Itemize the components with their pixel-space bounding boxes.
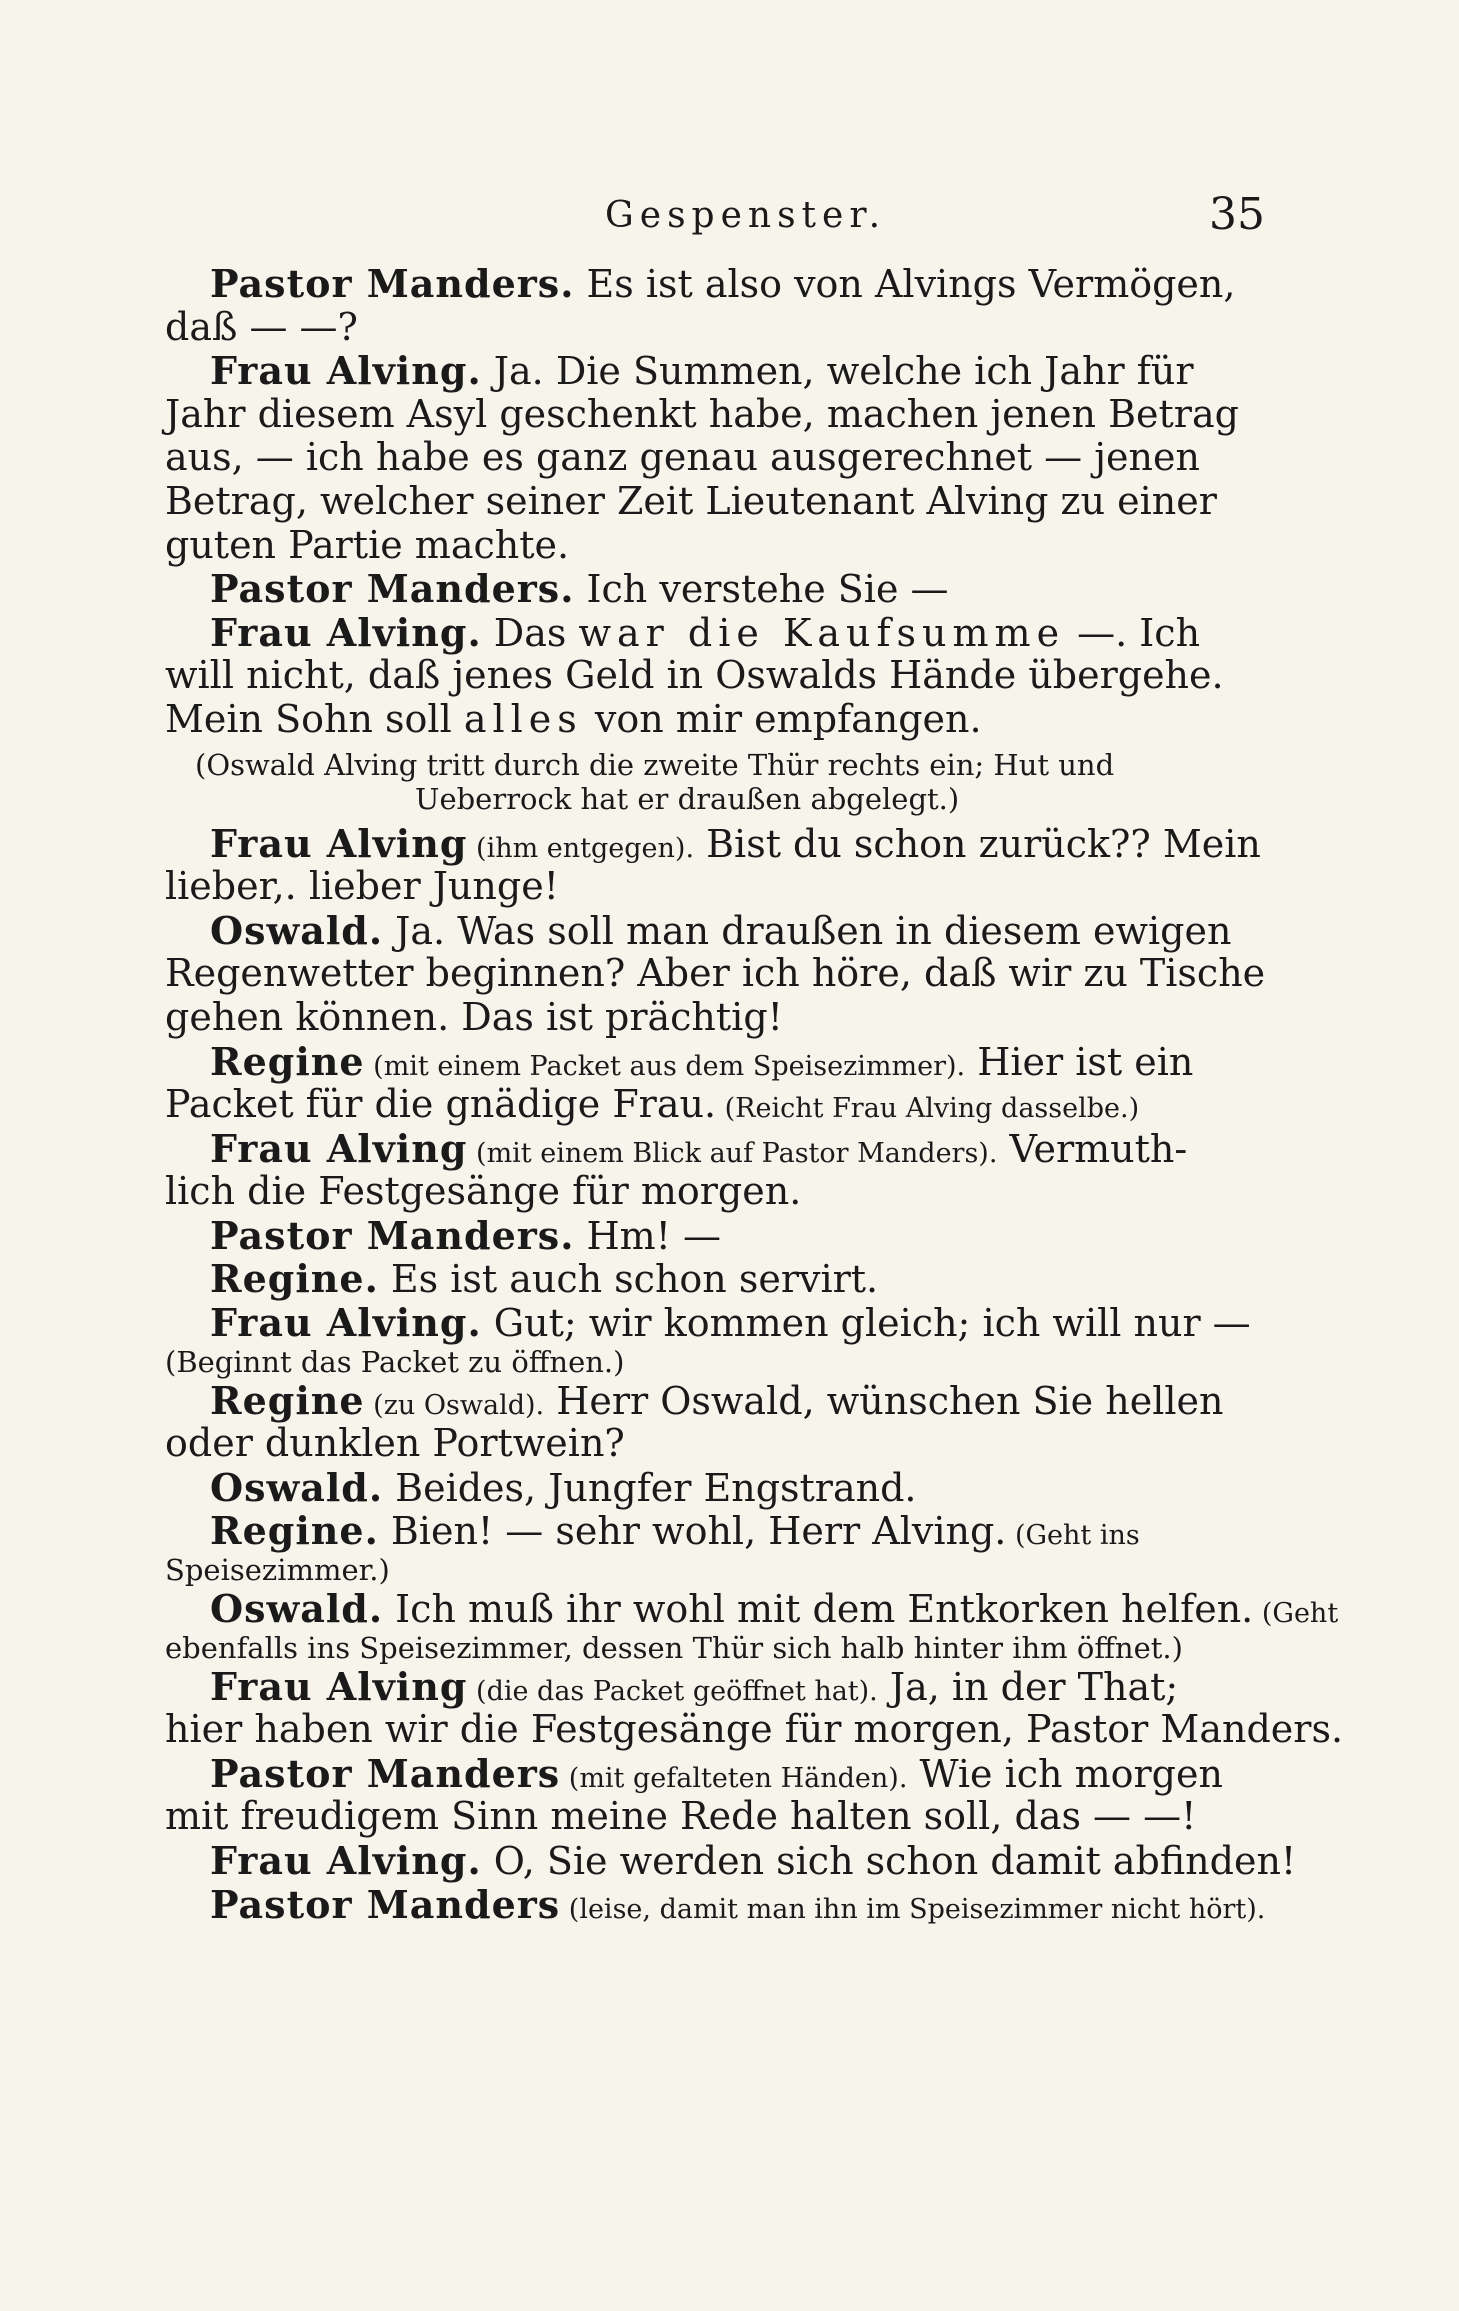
text-line	[165, 1379, 1265, 1423]
text-line: Betrag, welcher seiner Zeit Lieutenant Alving zu einer	[165, 478, 1217, 523]
speaker-name: Regine.	[210, 1256, 379, 1302]
dialogue-text: Es ist auch schon servirt.	[378, 1257, 879, 1302]
inline-stage-direction: (Geht	[1253, 1598, 1339, 1630]
dialogue-text: Ja. Die Summen, welche ich Jahr für	[481, 349, 1194, 394]
speaker-name: Oswald.	[210, 1586, 384, 1632]
emphasized-text: war die Kaufsumme	[578, 610, 1066, 655]
speaker-name: Regine	[210, 1377, 365, 1423]
text-line	[165, 1214, 1265, 1258]
text-line: Regenwetter beginnen? Aber ich höre, daß wir zu Tische	[165, 951, 1266, 996]
text-line	[165, 909, 1265, 953]
text-line: daß — —?	[165, 304, 358, 349]
text-line	[165, 1257, 1265, 1301]
text-line: Jahr diesem Asyl geschenkt habe, machen jenen Betrag	[165, 391, 1239, 436]
page-header	[165, 189, 1265, 255]
dialogue-text: Wie ich morgen	[907, 1751, 1223, 1796]
stage-direction: (Beginnt das Packet zu öffnen.)	[165, 1344, 625, 1379]
speaker-name: Pastor Manders.	[210, 1212, 575, 1258]
speaker-name: Frau Alving.	[210, 348, 482, 394]
dialogue-text: Herr Oswald, wünschen Sie hellen	[544, 1378, 1224, 1423]
text-line	[165, 1127, 1265, 1171]
text-line: gehen können. Das ist prächtig!	[165, 994, 783, 1039]
text-line	[165, 1466, 1265, 1510]
text-line	[165, 1301, 1265, 1345]
dialogue-text: Packet für die gnädige Frau.	[165, 1082, 717, 1127]
speaker-name: Frau Alving	[210, 1125, 468, 1171]
text-line	[165, 262, 1265, 306]
dialogue-text: Ja. Was soll man draußen in diesem ewigen	[383, 908, 1232, 953]
dialogue-text: O, Sie werden sich schon damit abfinden!	[481, 1839, 1297, 1883]
text-line	[165, 1752, 1265, 1796]
text-line	[165, 1586, 1339, 1632]
text-line: lich die Festgesänge für morgen.	[165, 1169, 802, 1214]
speaker-name: Frau Alving.	[210, 1300, 482, 1346]
dialogue-text: Ja, in der That;	[877, 1664, 1179, 1709]
speaker-name: Oswald.	[210, 1464, 384, 1510]
text-line	[165, 1509, 1265, 1553]
inline-stage-direction: (leise, damit man ihn im Speisezimmer nicht hört).	[560, 1893, 1266, 1925]
dialogue-text: Das	[481, 610, 579, 655]
inline-stage-direction: (mit gefalteten Händen).	[560, 1762, 908, 1794]
inline-stage-direction: (ihm entgegen).	[467, 832, 695, 864]
dialogue-text: Vermuth-	[997, 1126, 1188, 1171]
dialogue-text: —. Ich	[1065, 610, 1201, 655]
speaker-name: Pastor Manders.	[210, 566, 575, 612]
text-line: hier haben wir die Festgesänge für morgen, Pastor Manders.	[165, 1707, 1344, 1752]
text-line: oder dunklen Portwein?	[165, 1421, 625, 1466]
text-line	[165, 1040, 1265, 1084]
text-line	[165, 611, 1265, 655]
inline-stage-direction: (Geht ins	[1006, 1520, 1140, 1552]
speaker-name: Regine	[210, 1038, 365, 1084]
dialogue-text: Beides, Jungfer Engstrand.	[383, 1465, 917, 1510]
text-body	[165, 261, 1344, 1927]
dialogue-text: Mein Sohn soll	[165, 696, 464, 741]
stage-direction: ebenfalls ins Speisezimmer, dessen Thür sich halb hinter ihm öffnet.)	[165, 1630, 1183, 1665]
text-line: will nicht, daß jenes Geld in Oswalds Hände übergehe.	[165, 653, 1224, 698]
dialogue-text: Ich muß ihr wohl mit dem Entkorken helfen.	[383, 1587, 1254, 1632]
stage-direction: Ueberrock hat er draußen abgelegt.)	[415, 781, 960, 816]
dialogue-text: Ich verstehe Sie —	[574, 567, 949, 612]
speaker-name: Pastor Manders	[210, 1881, 561, 1927]
inline-stage-direction: (die das Packet geöffnet hat).	[467, 1675, 878, 1707]
inline-stage-direction: (zu Oswald).	[364, 1389, 545, 1421]
speaker-name: Frau Alving	[210, 820, 468, 866]
text-line: mit freudigem Sinn meine Rede halten soll, das — —!	[165, 1794, 1197, 1839]
dialogue-text: Es ist also von Alvings Vermögen,	[574, 262, 1236, 306]
dialogue-text: Gut; wir kommen gleich; ich will nur —	[481, 1301, 1251, 1346]
text-line	[165, 1883, 1265, 1927]
inline-stage-direction: (Reicht Frau Alving dasselbe.)	[716, 1093, 1140, 1125]
speaker-name: Pastor Manders	[210, 1750, 561, 1796]
dialogue-text: Bist du schon zurück?? Mein	[694, 821, 1261, 866]
dialogue-text: Hier ist ein	[965, 1039, 1194, 1084]
speaker-name: Frau Alving.	[210, 609, 482, 655]
speaker-name: Pastor Manders.	[210, 261, 575, 306]
dialogue-text: Bien! — sehr wohl, Herr Alving.	[378, 1509, 1007, 1554]
text-line: aus, — ich habe es ganz genau ausgerechnet — jenen	[165, 435, 1200, 480]
speaker-name: Frau Alving	[210, 1663, 468, 1709]
stage-direction: Speisezimmer.)	[165, 1553, 390, 1588]
page-number: 35	[1209, 189, 1265, 240]
text-line	[165, 567, 1265, 611]
text-line	[165, 698, 1265, 742]
stage-direction: (Oswald Alving tritt durch die zweite Thür rechts ein; Hut und	[195, 747, 1115, 782]
text-line	[165, 349, 1265, 393]
text-line	[165, 822, 1265, 866]
speaker-name: Frau Alving.	[210, 1838, 482, 1883]
text-line	[165, 1838, 1297, 1883]
speaker-name: Regine.	[210, 1508, 379, 1554]
text-line	[165, 1665, 1265, 1709]
text-line	[165, 1083, 1265, 1127]
running-title: Gespenster.	[605, 195, 887, 236]
text-line: guten Partie machte.	[165, 522, 570, 567]
inline-stage-direction: (mit einem Blick auf Pastor Manders).	[467, 1137, 998, 1169]
dialogue-text: von mir empfangen.	[582, 696, 982, 741]
text-line: lieber,. lieber Junge!	[165, 864, 559, 909]
inline-stage-direction: (mit einem Packet aus dem Speisezimmer).	[364, 1050, 966, 1082]
emphasized-text: alles	[463, 696, 583, 741]
dialogue-text: Hm! —	[574, 1213, 722, 1258]
speaker-name: Oswald.	[210, 907, 384, 953]
